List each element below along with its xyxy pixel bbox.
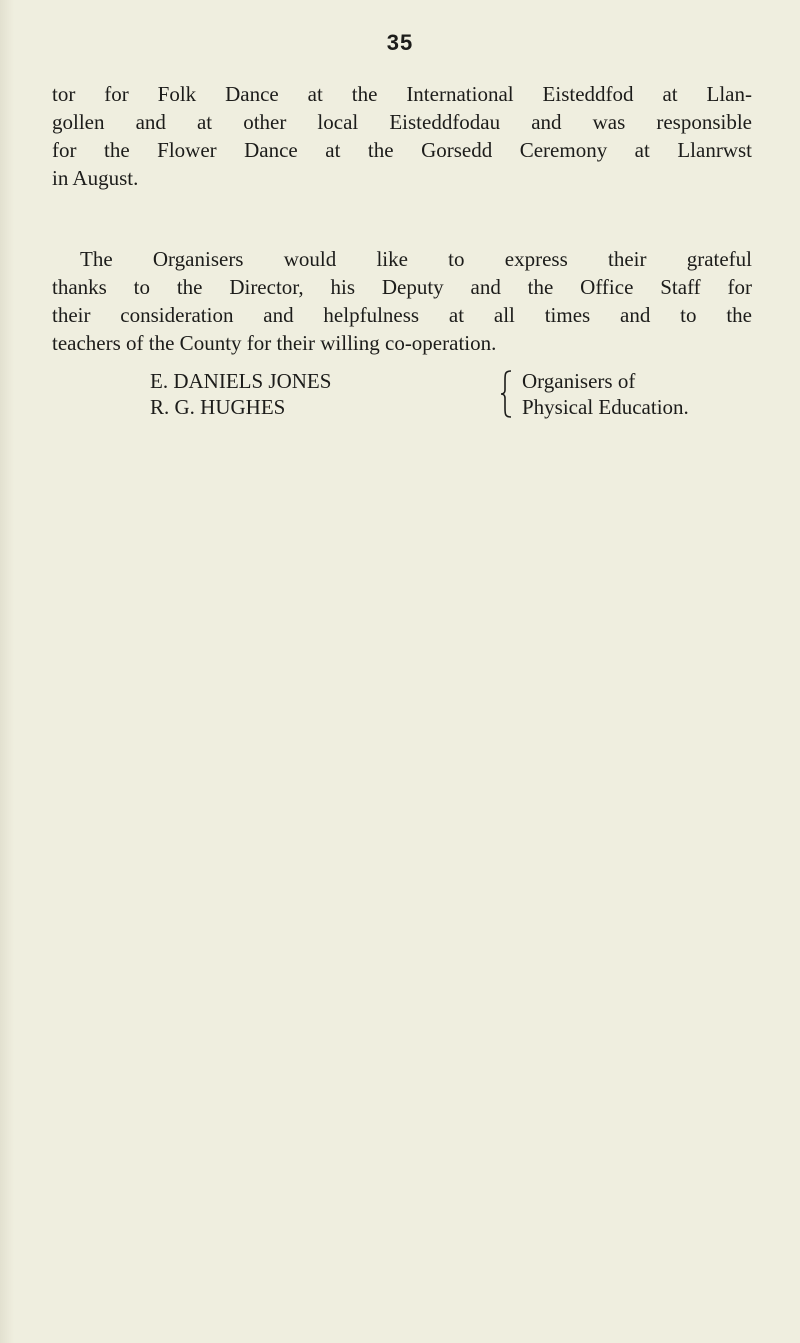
signatory-role: Organisers of xyxy=(522,369,636,393)
paragraph-line: The Organisers would like to express their grateful xyxy=(80,247,752,271)
page-edge-shadow xyxy=(0,0,14,1343)
paragraph-line: gollen and at other local Eisteddfodau and was responsible xyxy=(52,110,752,134)
signatory-name: E. DANIELS JONES xyxy=(150,369,332,393)
paragraph-line: their consideration and helpfulness at all times and to the xyxy=(52,303,752,327)
paragraph-line: in August. xyxy=(52,166,139,190)
paragraph-line: tor for Folk Dance at the International Eisteddfod at Llan- xyxy=(52,82,752,106)
signatory-role: Physical Education. xyxy=(522,395,689,419)
paragraph-thanks xyxy=(52,245,752,357)
paragraph-line: teachers of the County for their willing co-operation. xyxy=(52,331,497,355)
paragraph-line: thanks to the Director, his Deputy and the Office Staff for xyxy=(52,275,752,299)
paragraph-line: for the Flower Dance at the Gorsedd Ceremony at Llanrwst xyxy=(52,138,752,162)
brace-bracket-icon xyxy=(500,370,514,418)
page-number: 35 xyxy=(386,30,414,55)
signatory-name: R. G. HUGHES xyxy=(150,395,286,419)
paragraph-folk-dance xyxy=(52,80,752,192)
